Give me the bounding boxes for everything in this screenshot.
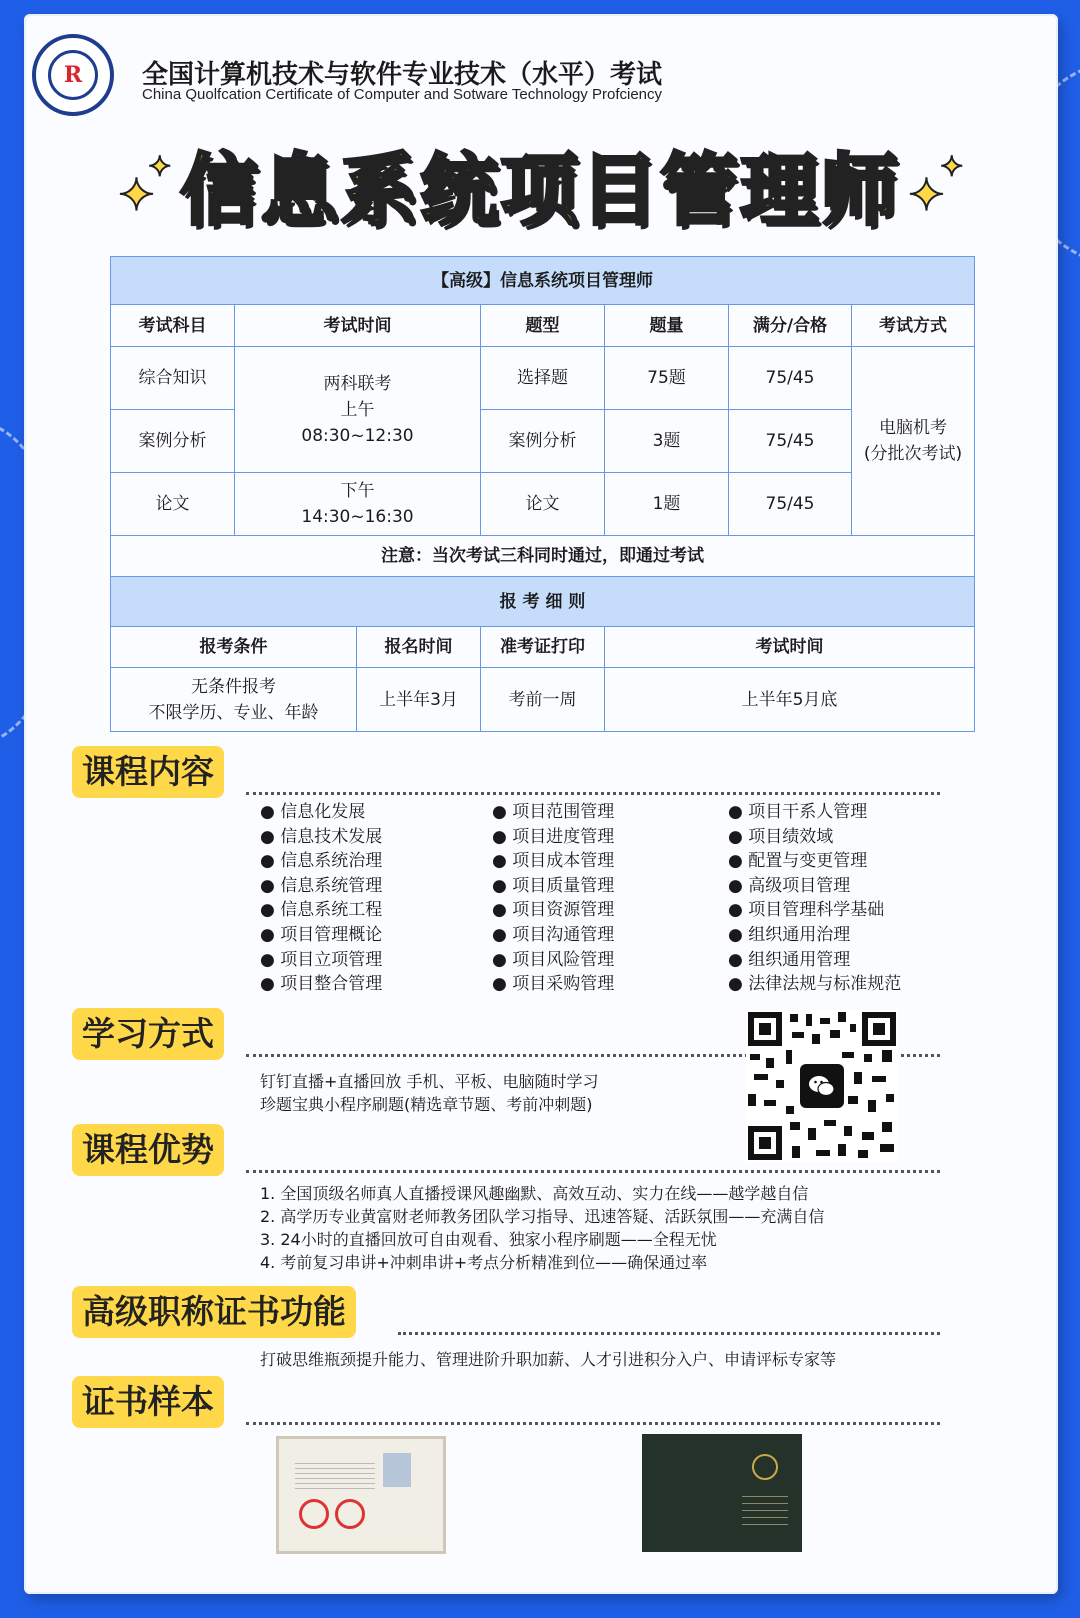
- time-line: 两科联考: [323, 373, 392, 394]
- condition-line: 不限学历、专业、年龄: [148, 702, 319, 723]
- list-item: 3. 24小时的直播回放可自由观看、独家小程序刷题——全程无忧: [260, 1230, 717, 1249]
- afternoon-time-cell: [235, 473, 481, 536]
- certificate-image: [276, 1436, 446, 1554]
- section-course-title: 课程内容: [72, 746, 224, 798]
- condition-line: 无条件报考: [191, 676, 276, 697]
- table-header: 考试科目: [111, 305, 235, 347]
- list-item: ● 信息化发展: [260, 802, 366, 822]
- sparkle-icon: ✦: [908, 170, 945, 221]
- section-advantage-title: 课程优势: [72, 1124, 224, 1176]
- list-item: ● 信息系统工程: [260, 900, 383, 921]
- list-item: ● 高级项目管理: [728, 875, 851, 896]
- table-header: 报名时间: [357, 627, 481, 668]
- table-header: 题型: [481, 305, 605, 347]
- method-line: 电脑机考: [879, 418, 947, 438]
- study-line: 珍题宝典小程序刷题(精选章节题、考前冲刺题): [260, 1095, 593, 1114]
- time-line: 08:30~12:30: [301, 425, 414, 446]
- list-item: ● 项目风险管理: [492, 949, 615, 970]
- table-cell: 论文: [111, 473, 235, 536]
- table-cell: 75/45: [729, 410, 852, 473]
- table-cell: 上半年3月: [357, 668, 481, 732]
- time-line: 下午: [340, 481, 375, 501]
- certificate-cover-image: [642, 1434, 802, 1552]
- table-cell: 考前一周: [481, 668, 605, 732]
- list-item: ● 项目范围管理: [492, 802, 615, 822]
- table-cell: 75题: [605, 347, 729, 410]
- exam-note: 注意：当次考试三科同时通过，即通过考试: [111, 536, 975, 577]
- wechat-icon: [806, 1070, 838, 1102]
- registration-table: [110, 576, 975, 732]
- list-item: ● 信息系统治理: [260, 851, 383, 872]
- table-header: 报考条件: [111, 627, 357, 668]
- exam-method-cell: [852, 347, 975, 536]
- time-line: 14:30~16:30: [301, 507, 414, 527]
- table-cell: 75/45: [729, 473, 852, 536]
- section-study-title: 学习方式: [72, 1008, 224, 1060]
- exam-table: [110, 256, 975, 577]
- divider: [398, 1332, 940, 1335]
- cert-function-text: 打破思维瓶颈提升能力、管理进阶升职加薪、人才引进积分入户、申请评标专家等: [260, 1350, 837, 1369]
- method-line: (分批次考试): [863, 444, 963, 464]
- table-cell: 案例分析: [481, 410, 605, 473]
- list-item: ● 项目资源管理: [492, 900, 615, 921]
- course-column: [260, 800, 382, 997]
- table-cell: 3题: [605, 410, 729, 473]
- table-cell: 综合知识: [111, 347, 235, 410]
- section-sample-title: 证书样本: [72, 1376, 224, 1428]
- national-emblem-icon: [752, 1454, 778, 1480]
- logo-emblem: R: [48, 50, 98, 100]
- list-item: ● 法律法规与标准规范: [728, 974, 902, 995]
- section-cert-function-title: 高级职称证书功能: [72, 1286, 356, 1338]
- registration-caption: 报 考 细 则: [111, 577, 975, 627]
- certificate-seal: [335, 1499, 365, 1529]
- list-item: ● 项目管理概论: [260, 924, 383, 945]
- list-item: ● 项目绩效域: [728, 826, 834, 847]
- table-cell: 1题: [605, 473, 729, 536]
- divider: [246, 792, 940, 795]
- sparkle-icon: ✦: [148, 150, 172, 183]
- header-title-en: China Quolfcation Certificate of Computer and Sotware Technology Profciency: [142, 86, 662, 103]
- list-item: ● 配置与变更管理: [728, 851, 868, 872]
- cover-text-lines: [742, 1490, 788, 1526]
- table-header: 考试方式: [852, 305, 975, 347]
- certificate-text-lines: [295, 1459, 375, 1489]
- certificate-seal: [299, 1499, 329, 1529]
- list-item: ● 项目成本管理: [492, 851, 615, 872]
- table-cell: 案例分析: [111, 410, 235, 473]
- list-item: ● 组织通用管理: [728, 949, 851, 970]
- table-cell: 75/45: [729, 347, 852, 410]
- list-item: ● 项目整合管理: [260, 974, 383, 995]
- table-header: 考试时间: [605, 627, 975, 668]
- table-header: 题量: [605, 305, 729, 347]
- list-item: ● 信息技术发展: [260, 826, 383, 847]
- table-header: 准考证打印: [481, 627, 605, 668]
- sparkle-icon: ✦: [118, 170, 155, 221]
- list-item: ● 项目采购管理: [492, 974, 615, 995]
- list-item: 2. 高学历专业黄富财老师教务团队学习指导、迅速答疑、活跃氛围——充满自信: [260, 1207, 825, 1226]
- list-item: ● 信息系统管理: [260, 875, 383, 896]
- list-item: ● 项目沟通管理: [492, 924, 615, 945]
- main-title: 信息系统项目管理师: [179, 146, 900, 236]
- morning-time-cell: [235, 347, 481, 473]
- logo: [32, 34, 114, 116]
- study-text: [260, 1070, 599, 1116]
- list-item: 4. 考前复习串讲+冲刺串讲+考点分析精准到位——确保通过率: [260, 1253, 708, 1272]
- course-column: [728, 800, 901, 997]
- certificate-photo: [383, 1453, 411, 1487]
- list-item: ● 组织通用治理: [728, 924, 851, 945]
- list-item: ● 项目管理科学基础: [728, 900, 885, 921]
- table-header: 满分/合格: [729, 305, 852, 347]
- condition-cell: [111, 668, 357, 732]
- course-column: [492, 800, 614, 997]
- time-line: 上午: [340, 399, 375, 420]
- list-item: ● 项目进度管理: [492, 826, 615, 847]
- table-header: 考试时间: [235, 305, 481, 347]
- list-item: ● 项目质量管理: [492, 875, 615, 896]
- divider: [246, 1422, 940, 1425]
- divider: [246, 1170, 940, 1173]
- header-title-cn: 全国计算机技术与软件专业技术（水平）考试: [142, 60, 663, 90]
- exam-table-caption: 【高级】信息系统项目管理师: [111, 257, 975, 305]
- study-line: 钉钉直播+直播回放 手机、平板、电脑随时学习: [260, 1072, 599, 1091]
- list-item: ● 项目立项管理: [260, 949, 383, 970]
- list-item: 1. 全国顶级名师真人直播授课风趣幽默、高效互动、实力在线——越学越自信: [260, 1184, 809, 1203]
- table-cell: 论文: [481, 473, 605, 536]
- sparkle-icon: ✦: [940, 150, 964, 183]
- table-cell: 选择题: [481, 347, 605, 410]
- list-item: ● 项目干系人管理: [728, 802, 868, 822]
- table-cell: 上半年5月底: [605, 668, 975, 732]
- advantage-list: [260, 1182, 824, 1274]
